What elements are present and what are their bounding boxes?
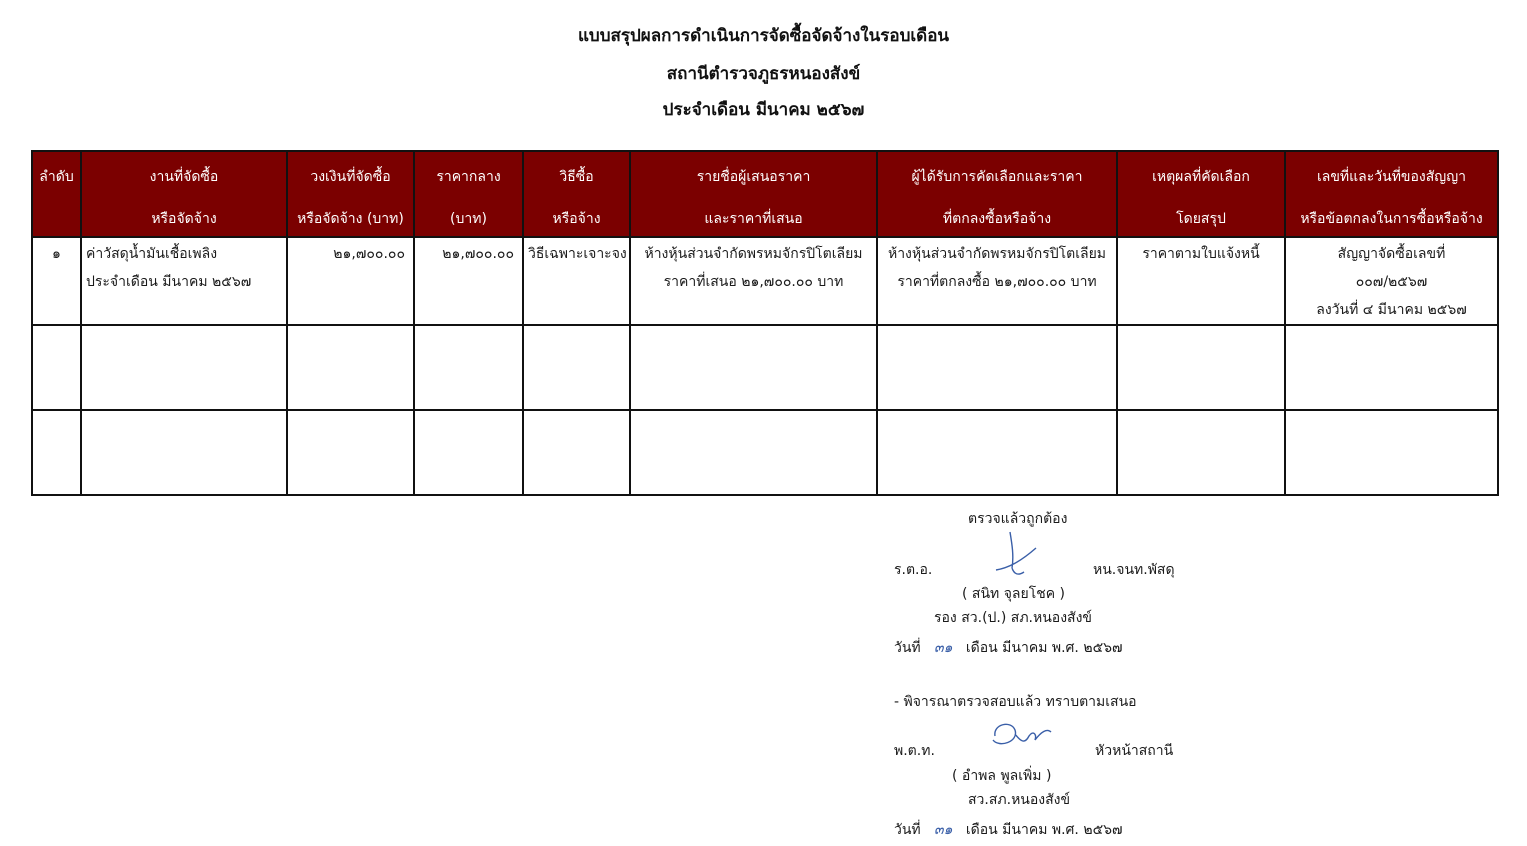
rank-1: ร.ต.อ. — [894, 562, 933, 578]
header-item: งานที่จัดซื้อ หรือจัดจ้าง — [81, 151, 287, 237]
position-1: รอง สว.(ป.) สภ.หนองสังข์ — [934, 610, 1092, 626]
cell-contract: สัญญาจัดซื้อเลขที่ ๐๐๗/๒๕๖๗ ลงวันที่ ๔ มีนาคม ๒๕๖๗ — [1285, 237, 1498, 325]
cell-method: วิธีเฉพาะเจาะจง — [523, 237, 630, 325]
header-method: วิธีซื้อ หรือจ้าง — [523, 151, 630, 237]
header-no: ลำดับ — [32, 151, 81, 237]
title-line-1: แบบสรุปผลการดำเนินการจัดซื้อจัดจ้างในรอบเดือน — [577, 26, 950, 46]
cell-item: ค่าวัสดุน้ำมันเชื้อเพลิง ประจำเดือน มีนาคม ๒๕๖๗ — [81, 237, 287, 325]
header-bidders: รายชื่อผู้เสนอราคา และราคาที่เสนอ — [630, 151, 877, 237]
date-1: วันที่ ๓๑ เดือน มีนาคม พ.ศ. ๒๕๖๗ — [894, 640, 1123, 656]
role-1: หน.จนท.พัสดุ — [1093, 562, 1175, 578]
title-line-3: ประจำเดือน มีนาคม ๒๕๖๗ — [662, 100, 865, 120]
role-2: หัวหน้าสถานี — [1095, 743, 1174, 759]
table-row-empty — [32, 325, 1498, 410]
table-header-row — [32, 151, 1498, 237]
cell-no: ๑ — [32, 237, 81, 325]
approval-note: - พิจารณาตรวจสอบแล้ว ทราบตามเสนอ — [894, 694, 1137, 710]
signature-1-icon — [990, 528, 1050, 584]
procurement-table — [31, 150, 1499, 496]
cell-winner: ห้างหุ้นส่วนจำกัดพรหมจักรปิโตเลียม ราคาที่ตกลงซื้อ ๒๑,๗๐๐.๐๐ บาท — [877, 237, 1117, 325]
cell-median-price: ๒๑,๗๐๐.๐๐ — [414, 237, 523, 325]
cell-reason: ราคาตามใบแจ้งหนี้ — [1117, 237, 1285, 325]
header-contract: เลขที่และวันที่ของสัญญา หรือข้อตกลงในการซื้อหรือจ้าง — [1285, 151, 1498, 237]
table-row-empty — [32, 410, 1498, 495]
date-2: วันที่ ๓๑ เดือน มีนาคม พ.ศ. ๒๕๖๗ — [894, 822, 1123, 838]
table-row — [32, 237, 1498, 325]
position-2: สว.สภ.หนองสังข์ — [968, 792, 1071, 808]
header-median-price: ราคากลาง (บาท) — [414, 151, 523, 237]
name-2: ( อำพล พูลเพิ่ม ) — [952, 768, 1052, 784]
title-line-2: สถานีตำรวจภูธรหนองสังข์ — [666, 64, 861, 84]
cell-bidders: ห้างหุ้นส่วนจำกัดพรหมจักรปิโตเลียม ราคาที่เสนอ ๒๑,๗๐๐.๐๐ บาท — [630, 237, 877, 325]
header-budget: วงเงินที่จัดซื้อ หรือจัดจ้าง (บาท) — [287, 151, 414, 237]
signature-2-icon — [985, 718, 1057, 758]
checked-text: ตรวจแล้วถูกต้อง — [968, 511, 1068, 527]
name-1: ( สนิท จุลยโชค ) — [962, 586, 1065, 602]
rank-2: พ.ต.ท. — [894, 743, 935, 759]
cell-budget: ๒๑,๗๐๐.๐๐ — [287, 237, 414, 325]
header-reason: เหตุผลที่คัดเลือก โดยสรุป — [1117, 151, 1285, 237]
header-winner: ผู้ได้รับการคัดเลือกและราคา ที่ตกลงซื้อหรือจ้าง — [877, 151, 1117, 237]
